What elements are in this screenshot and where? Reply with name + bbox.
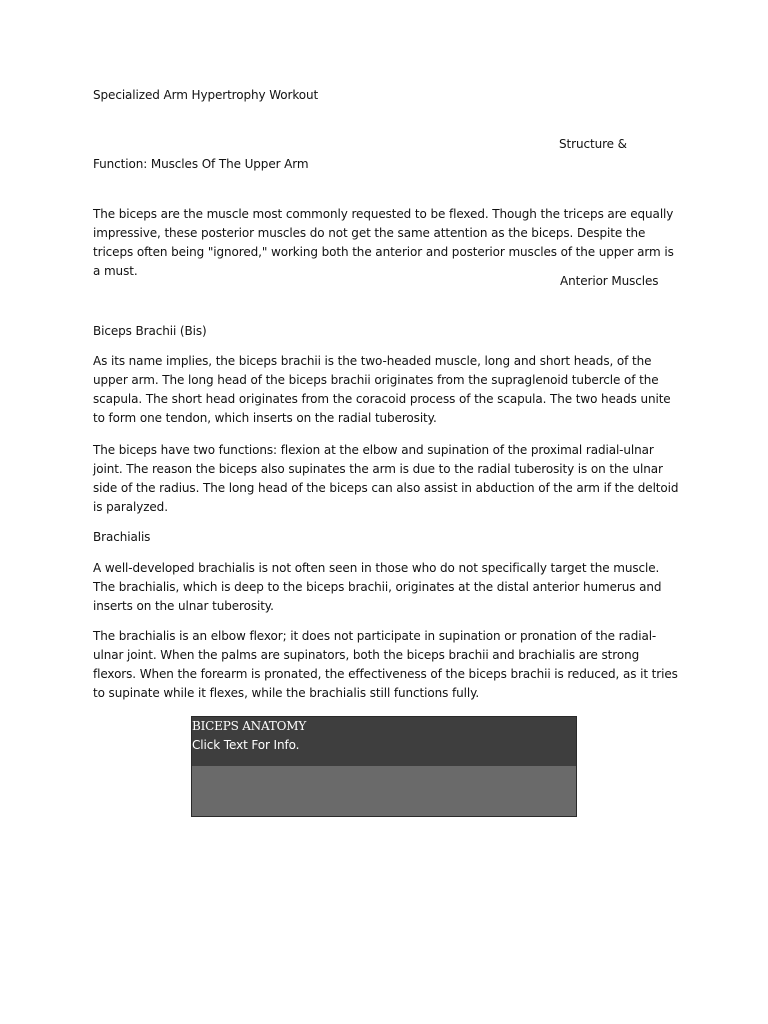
biceps-anatomy-figure bbox=[191, 716, 577, 817]
biceps-paragraph-2: The biceps have two functions: flexion at the elbow and supination of the proximal radial-ulnar joint. The reason the biceps also supinates the arm is due to the radial tuberosity is on the ulnar side of the radius. The long head of the biceps can also assist in abduction of the arm if the deltoid is paralyzed. bbox=[93, 443, 679, 514]
structure-label: Structure & bbox=[559, 137, 627, 151]
biceps-heading: Biceps Brachii (Bis) bbox=[93, 324, 207, 338]
biceps-paragraph-1: As its name implies, the biceps brachii is the two-headed muscle, long and short heads, of the upper arm. The long head of the biceps brachii originates from the supraglenoid tubercle of the scapula. The short head originates from the coracoid process of the scapula. The two heads unite to form one tendon, which inserts on the radial tuberosity. bbox=[93, 354, 671, 425]
document-title: Specialized Arm Hypertrophy Workout bbox=[93, 88, 319, 102]
intro-paragraph: The biceps are the muscle most commonly requested to be flexed. Though the triceps are equally impressive, these posterior muscles do not get the same attention as the biceps. Despite the triceps often being "ignored," working both the anterior and posterior muscles of the upper arm is a must. bbox=[93, 207, 674, 278]
figure-info-link[interactable]: Click Text For Info. bbox=[192, 738, 300, 752]
figure-title: BICEPS ANATOMY bbox=[192, 719, 307, 733]
brachialis-paragraph-1: A well-developed brachialis is not often seen in those who do not specifically target the muscle. The brachialis, which is deep to the biceps brachii, originates at the distal anterior humerus and inserts on the ulnar tuberosity. bbox=[93, 561, 662, 613]
anterior-muscles-label: Anterior Muscles bbox=[560, 274, 659, 288]
function-heading: Function: Muscles Of The Upper Arm bbox=[93, 157, 309, 171]
figure-header bbox=[192, 717, 576, 766]
brachialis-paragraph-2: The brachialis is an elbow flexor; it does not participate in supination or pronation of the radial-ulnar joint. When the palms are supinators, both the biceps brachii and brachialis are strong flexors. When the forearm is pronated, the effectiveness of the biceps brachii is reduced, as it tries to supinate while it flexes, while the brachialis still functions fully. bbox=[93, 629, 678, 700]
brachialis-heading: Brachialis bbox=[93, 530, 151, 544]
